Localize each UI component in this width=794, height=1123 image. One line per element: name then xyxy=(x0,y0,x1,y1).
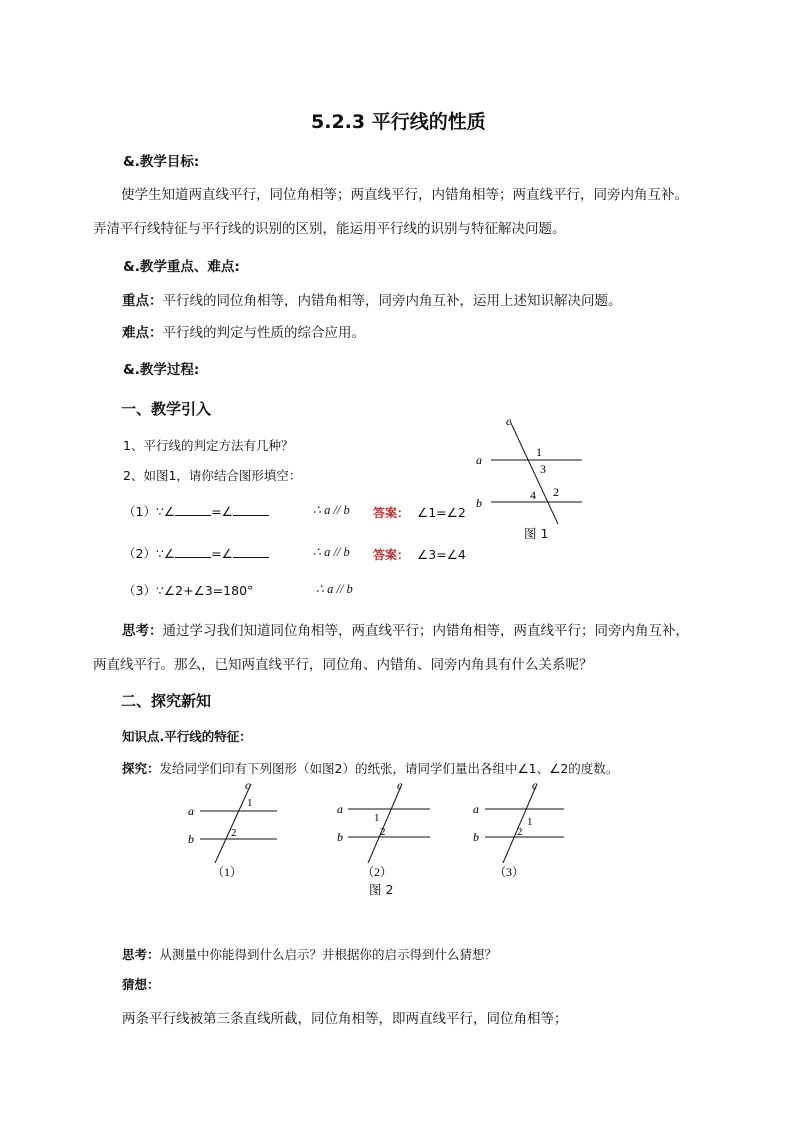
angle-1-label: 1 xyxy=(374,812,380,824)
label-c: c xyxy=(397,778,403,792)
label-b: b xyxy=(188,832,194,846)
fill-row-2-mid: =∠ xyxy=(211,546,233,561)
label-c: c xyxy=(532,778,538,792)
think-2-label: 思考： xyxy=(122,947,160,962)
process-heading: &.教学过程: xyxy=(123,362,200,378)
fill-row-1-answer xyxy=(373,502,466,521)
answer-label: 答案： xyxy=(373,548,410,562)
page-title: 5.2.3 平行线的性质 xyxy=(311,111,486,133)
angle-4-label: 4 xyxy=(530,488,536,502)
angle-2-label: 2 xyxy=(380,826,386,838)
line-c xyxy=(215,784,251,863)
difficulty-label: 难点： xyxy=(122,325,163,341)
label-a: a xyxy=(337,802,343,816)
section-heading-intro: 一、教学引入 xyxy=(121,400,212,418)
fill-row-2-prefix: （2）∵∠ xyxy=(123,546,176,561)
goals-line-2: 弄清平行线特征与平行线的识别的区别，能运用平行线的识别与特征解决问题。 xyxy=(93,221,566,237)
question-1: 1、平行线的判定方法有几种？ xyxy=(123,438,294,453)
fill-blank[interactable] xyxy=(175,546,211,558)
think-line-2: 两直线平行。那么，已知两直线平行，同位角、内错角、同旁内角具有什么关系呢？ xyxy=(93,657,593,673)
fill-row-2 xyxy=(123,544,269,562)
label-c: c xyxy=(506,414,512,428)
guess-label: 猜想： xyxy=(122,977,160,992)
angle-2-label: 2 xyxy=(553,485,559,499)
think-label: 思考： xyxy=(122,623,163,639)
panel-1-label: （1） xyxy=(212,865,243,879)
difficulty-text: 平行线的判定与性质的综合应用。 xyxy=(162,325,365,341)
fill-row-1-mid: =∠ xyxy=(211,504,233,519)
label-a: a xyxy=(476,453,482,467)
angle-1-label: 1 xyxy=(527,816,533,828)
section-heading-explore: 二、探究新知 xyxy=(121,692,212,710)
fill-blank[interactable] xyxy=(233,546,269,558)
figure-1 xyxy=(470,412,590,542)
fill-row-3: （3）∵∠2+∠3=180° xyxy=(123,583,254,598)
think-line-1 xyxy=(122,619,689,639)
think-2-line xyxy=(122,945,497,963)
key-point-line xyxy=(122,289,622,309)
panel-3-label: （3） xyxy=(494,865,525,879)
label-b: b xyxy=(473,830,479,844)
answer-value: ∠3=∠4 xyxy=(417,547,466,562)
fill-blank[interactable] xyxy=(175,504,211,516)
line-c xyxy=(510,421,558,524)
angle-2-label: 2 xyxy=(517,826,523,838)
key-points-heading: &.教学重点、难点: xyxy=(123,259,240,275)
goals-line-1: 使学生知道两直线平行，同位角相等；两直线平行，内错角相等；两直线平行，同旁内角互补。 xyxy=(121,187,688,203)
difficulty-line xyxy=(122,321,365,341)
label-b: b xyxy=(337,830,343,844)
fill-row-1-prefix: （1）∵∠ xyxy=(123,504,176,519)
question-2: 2、如图1，请你结合图形填空： xyxy=(123,468,302,483)
label-c: c xyxy=(245,778,251,792)
key-point-label: 重点： xyxy=(122,293,163,309)
fill-blank[interactable] xyxy=(233,504,269,516)
figure-2-caption: 图 2 xyxy=(369,882,394,897)
guess-text: 两条平行线被第三条直线所截，同位角相等，即两直线平行，同位角相等； xyxy=(122,1011,568,1027)
label-b: b xyxy=(476,496,482,510)
goals-heading: &.教学目标: xyxy=(123,154,200,170)
figure-2-panel-1 xyxy=(184,775,294,885)
figure-2-panel-3 xyxy=(470,775,580,885)
label-a: a xyxy=(188,804,194,818)
angle-2-label: 2 xyxy=(231,827,237,839)
angle-1-label: 1 xyxy=(247,797,253,809)
figure-2-panel-2 xyxy=(334,775,444,885)
figure-1-caption: 图 1 xyxy=(524,526,549,541)
fill-row-1 xyxy=(123,502,269,520)
fill-row-2-answer xyxy=(373,544,466,563)
knowledge-point: 知识点.平行线的特征： xyxy=(122,729,252,744)
answer-value: ∠1=∠2 xyxy=(417,505,466,520)
angle-3-label: 3 xyxy=(540,462,546,476)
think-2-text: 从测量中你能得到什么启示？并根据你的启示得到什么猜想？ xyxy=(159,947,498,962)
explore-label: 探究： xyxy=(122,761,160,776)
fill-row-1-conclusion: ∴ a // b xyxy=(313,503,350,517)
angle-1-label: 1 xyxy=(536,445,542,459)
key-point-text: 平行线的同位角相等，内错角相等，同旁内角互补，运用上述知识解决问题。 xyxy=(162,293,622,309)
think-text-1: 通过学习我们知道同位角相等，两直线平行；内错角相等，两直线平行；同旁内角互补， xyxy=(162,623,689,639)
label-a: a xyxy=(473,802,479,816)
explore-text: 发给同学们印有下列图形（如图2）的纸张，请同学们量出各组中∠1、∠2的度数。 xyxy=(159,761,619,776)
fill-row-3-conclusion: ∴ a // b xyxy=(316,582,353,596)
fill-row-2-conclusion: ∴ a // b xyxy=(313,545,350,559)
answer-label: 答案： xyxy=(373,506,410,520)
panel-2-label: （2） xyxy=(362,865,393,879)
